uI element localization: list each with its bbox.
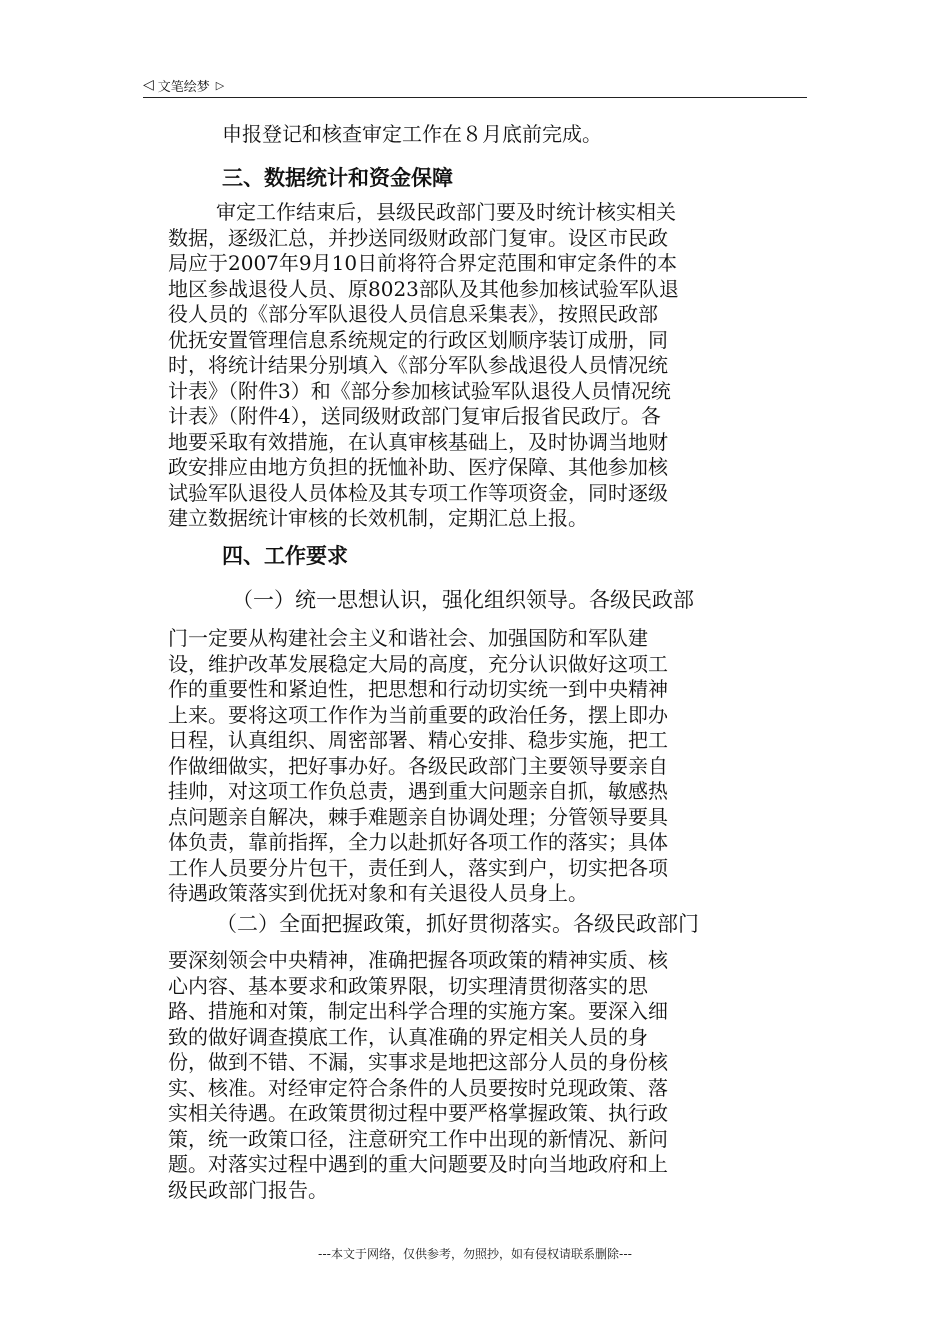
section-heading-4: 四、工作要求 xyxy=(222,544,348,568)
triangle-right-icon: ▷ xyxy=(215,78,225,92)
text-line: 优抚安置管理信息系统规定的行政区划顺序装订成册，同 xyxy=(168,327,668,352)
text-line: 审定工作结束后，县级民政部门要及时统计核实相关 xyxy=(216,200,676,224)
text-line: 挂帅，对这项工作负总责，遇到重大问题亲自抓，敏感热 xyxy=(168,779,668,803)
text-line: 路、措施和对策，制定出科学合理的实施方案。要深入细 xyxy=(168,999,668,1023)
text-line: 题。对落实过程中遇到的重大问题要及时向当地政府和上 xyxy=(168,1152,668,1176)
triangle-left-icon: ◁ xyxy=(143,77,154,93)
text-line: 计表》（附件4），送同级财政部门复审后报省民政厅。各 xyxy=(168,404,661,428)
subsection-title-1: （一）统一思想认识，强化组织领导。各级民政部 xyxy=(232,588,694,612)
text-line: 役人员的《部分军队退役人员信息采集表》，按照民政部 xyxy=(168,302,658,326)
text-line: 申报登记和核查审定工作在８月底前完成。 xyxy=(222,122,602,146)
text-line: 要深刻领会中央精神，准确把握各项政策的精神实质、核 xyxy=(168,948,668,972)
text-line: 试验军队退役人员体检及其专项工作等项资金，同时逐级 xyxy=(168,480,668,505)
text-line: 体负责，靠前指挥，全力以赴抓好各项工作的落实；具体 xyxy=(168,830,668,854)
text-line: 策，统一政策口径，注意研究工作中出现的新情况、新问 xyxy=(168,1126,668,1151)
text-line: 政安排应由地方负担的抚恤补助、医疗保障、其他参加核 xyxy=(168,455,668,479)
text-line: 日程，认真组织、周密部署、精心安排、稳步实施，把工 xyxy=(168,728,668,752)
text-line: 时，将统计结果分别填入《部分军队参战退役人员情况统 xyxy=(168,353,668,377)
text-line: 级民政部门报告。 xyxy=(168,1177,328,1202)
page-header xyxy=(143,73,807,98)
brand-name: 文笔绘梦 xyxy=(157,79,210,95)
text-line: 待遇政策落实到优抚对象和有关退役人员身上。 xyxy=(168,881,588,905)
text-line: 份，做到不错、不漏，实事求是地把这部分人员的身份核 xyxy=(168,1050,668,1074)
text-line: 数据，逐级汇总，并抄送同级财政部门复审。设区市民政 xyxy=(168,225,668,250)
text-line: 作做细做实，把好事办好。各级民政部门主要领导要亲自 xyxy=(168,753,668,778)
text-line: 建立数据统计审核的长效机制，定期汇总上报。 xyxy=(168,506,588,530)
text-line: 心内容、基本要求和政策界限，切实理清贯彻落实的思 xyxy=(168,973,648,998)
text-line: 实、核准。对经审定符合条件的人员要按时兑现政策、落 xyxy=(168,1075,668,1100)
section-heading-3: 三、数据统计和资金保障 xyxy=(222,166,453,190)
text-line: 作的重要性和紧迫性，把思想和行动切实统一到中央精神 xyxy=(168,677,668,701)
text-line: 地要采取有效措施，在认真审核基础上，及时协调当地财 xyxy=(168,429,668,454)
text-line: 点问题亲自解决，棘手难题亲自协调处理；分管领导要具 xyxy=(168,804,668,829)
paragraph-data-statistics xyxy=(168,200,788,532)
text-line: 工作人员要分片包干，责任到人，落实到户，切实把各项 xyxy=(168,855,668,880)
text-line: 设，维护改革发展稳定大局的高度，充分认识做好这项工 xyxy=(168,651,668,676)
paragraph-intro xyxy=(222,122,842,148)
text-line: 门一定要从构建社会主义和谐社会、加强国防和军队建 xyxy=(168,626,648,650)
text-line: 局应于2007年9月10日前将符合界定范围和审定条件的本 xyxy=(168,251,678,275)
text-line: 地区参战退役人员、原8023部队及其他参加核试验军队退 xyxy=(168,276,679,301)
paragraph-requirement-1 xyxy=(168,626,788,907)
footer-disclaimer: ---本文于网络，仅供参考，勿照抄，如有侵权请联系删除--- xyxy=(318,1247,632,1261)
text-line: 致的做好调查摸底工作，认真准确的界定相关人员的身 xyxy=(168,1024,648,1049)
subsection-title-2: （二）全面把握政策，抓好贯彻落实。各级民政部门 xyxy=(216,912,699,936)
paragraph-requirement-2 xyxy=(168,948,788,1203)
text-line: 上来。要将这项工作作为当前重要的政治任务，摆上即办 xyxy=(168,702,668,727)
text-line: 实相关待遇。在政策贯彻过程中要严格掌握政策、执行政 xyxy=(168,1101,668,1125)
text-line: 计表》（附件3）和《部分参加核试验军队退役人员情况统 xyxy=(168,378,671,403)
